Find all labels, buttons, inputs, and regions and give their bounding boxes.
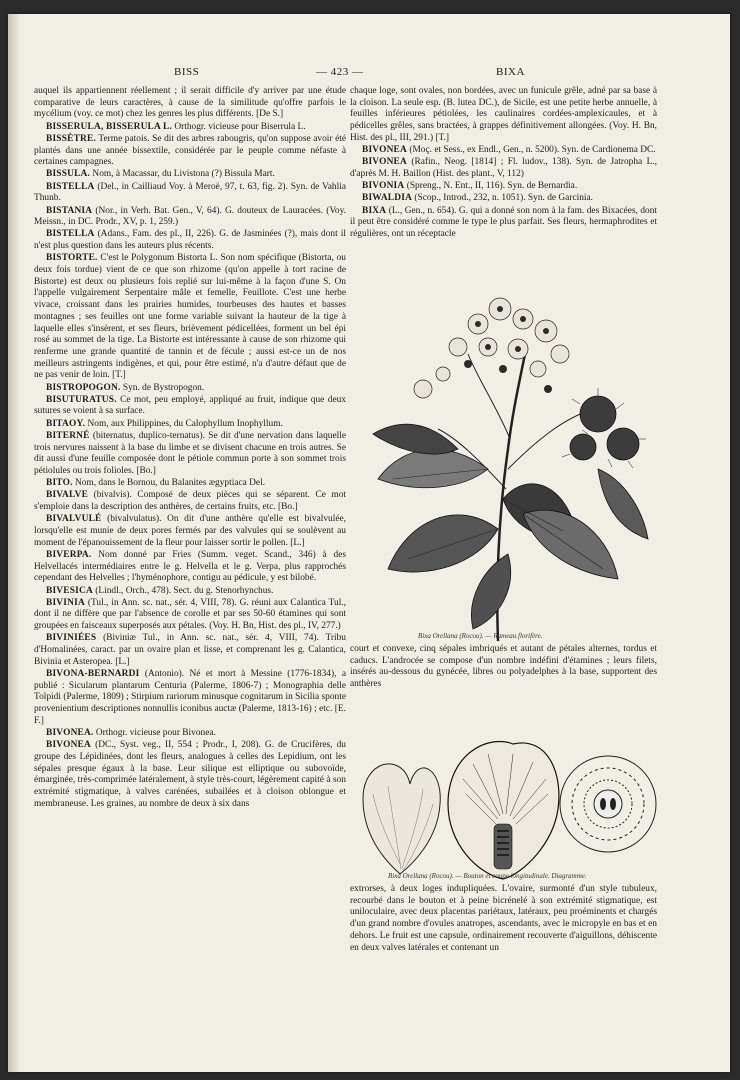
dictionary-entry [350,157,657,180]
entry-text: (Lindl., Orch., 478). Sect. du g. Stenorhynchus. [92,585,274,596]
entry-headword: BISUTURATUS. [46,394,117,405]
dictionary-entry [34,86,346,121]
entry-headword: BIXA [362,205,387,216]
entry-headword: BITAOY. [46,418,86,429]
entry-text: C'est le Polygonum Bistorta L. Son nom spécifique (Bistorta, ou deux fois tordue) vient de ce que son rhizome (qu'on appelle à tort racine de Bistorte) est deux ou plusieurs fois replié sur lui-même à la façon d'une S. On l'appelle vulgairement Serpentaire mâle et femelle, Feuillote. C'est une herbe vivace, croissant dans les prairies humides, tourbeuses des hautes et basses montagnes ; ses feuilles ont une forme variable suivant la hauteur de la tige à laquelle elles s'insèrent, et ses fleurs, brièvement pédicellées, forment un bel épi rosé au sommet de la tige. La Bistorte est intéressante à cause de son rhizome qui renferme une grande quantité de tannin et de fécule ; aussi est-ce un de nos meilleurs astringents indigènes, et qui, pour être estimé, n'a d'autre défaut que de ne pas venir de loin. [T.] [34,253,346,381]
left-column [34,86,346,811]
entry-text: Nom donné par Fries (Summ. veget. Scand., 346) à des Helvellacés intermédiaires entre le g. Helvella et le g. Verpa, plus rapprochés cependant des Helvelles ; l'hyménophore, contigu au pédicule, y est bilobé. [34,549,346,584]
dictionary-entry [34,586,346,598]
entry-text: chaque loge, sont ovales, non bordées, avec un funicule grêle, adné par sa base à la cloison. La seule esp. (B. lutea DC.), de Sicile, est une petite herbe annuelle, à feuilles inférieures pétiolées, les caulinaires cordées-amplexicaules, et à pédicelles grêles, sans bractées, à grappes définitivement allongées. (Voy. H. Bn, Hist. des pl., III, 291.) [T.] [350,86,657,143]
dictionary-entry [34,728,346,740]
dictionary-entry [350,193,657,205]
bixa-bud-section-diagram [348,724,658,882]
dictionary-entry [34,419,346,431]
dictionary-entry [34,169,346,181]
dictionary-entry [34,395,346,418]
right-column-bottom [350,884,657,955]
header-right: BIXA [496,66,525,78]
entry-headword: BISTELLA [46,229,95,240]
header-left: BISS [174,66,200,78]
entry-headword: BIVONA-BERNARDI [46,668,140,679]
entry-headword: BISTORTE. [46,253,98,264]
entry-headword: BISSÈTRE. [46,133,97,144]
entry-headword: BISSULA. [46,169,91,180]
entry-text: (L., Gen., n. 654). G. qui a donné son nom à la fam. des Bixacées, dont il peut être considéré comme le type le plus parfait. Ses fleurs, hermaphrodites et régulières, ont un réceptacle [350,205,657,239]
dictionary-entry [34,514,346,549]
entry-text: (Nor., in Verh. Bat. Gen., V, 64). G. douteux de Lauracées. (Voy. Meissn., in DC. Prodr., XV, p. 1, 259.) [34,205,346,228]
dictionary-entry [34,431,346,478]
entry-text: (Del., in Cailliaud Voy. à Meroë, 97, t. 63, fig. 2). Syn. de Vahlia Thunb. [34,181,346,204]
entry-text: Orthogr. vicieuse pour Biserrula L. [172,121,306,132]
dictionary-entry [34,633,346,668]
dictionary-entry [350,86,657,145]
entry-headword: BIVONEA [362,145,407,156]
dictionary-entry [350,145,657,157]
entry-headword: BIVONEA. [46,727,94,738]
entry-text: (bivalvis). Composé de deux pièces qui se séparent. Ce mot s'emploie dans la description des anthères, de certains fruits, etc. [Bo.] [34,490,346,513]
entry-text: (Adans., Fam. des pl., II, 226). G. de Jasminées (?), mais dont il n'est plus question dans les auteurs plus récents. [34,229,346,252]
dictionary-entry [34,206,346,229]
entry-headword: BITERNÉ [46,430,90,441]
entry-headword: BISTANIA [46,205,93,216]
entry-headword: BIVINIA [46,597,85,608]
dictionary-entry [350,181,657,193]
dictionary-entry [34,478,346,490]
bixa-branch-illustration [348,269,658,641]
figure2-caption: Bixa Orellana (Rocou). — Bouton et coupe longitudinale. Diagramme. [388,872,587,880]
entry-headword: BISTROPOGON. [46,382,121,393]
entry-text: (Scop., Introd., 232, n. 1051). Syn. de Garcinia. [412,193,594,204]
running-head [8,66,730,82]
paragraph: court et convexe, cinq sépales imbriqués et autant de pétales alternes, tordus et caducs. L'androcée se compose d'un nombre indéfini d'étamines ; leurs filets, insérés au-dessous du gynécée, libres ou polyadelphes à la base, supportent des anthères [350,644,657,690]
entry-headword: BISTELLA [46,181,95,192]
entry-headword: BIVERPA. [46,549,92,560]
entry-text: (bivalvulatus). On dit d'une anthère qu'elle est bivalvulée, lorsqu'elle est munie de deux pores fermés par des valvules qui se soulèvent au moment de l'épanouissement de la fleur pour laisser sortir le pollen. [L.] [34,514,346,548]
entry-text: (Biviniæ Tul., in Ann. sc. nat., sér. 4, VIII, 74). Tribu d'Homalinées, caract. par un ovaire plan et lisse, et comprenant les g. Calantica, Bivinia et Asteropea. [L.] [34,633,346,667]
entry-headword: BIVESICA [46,585,93,596]
entry-text: (Antonio). Né et mort à Messine (1776-1834), a publié : Sicularum plantarum Centuria (Palerme, 1806-7) ; Monographia delle Tolpidi (Palerme, 1809) ; Stirpium rariorum minusque cognitarum in Sicilia sponte provenientium descriptiones nonnullis iconibus auctæ (Palerme, 1813-16) ; etc. [E. F.] [34,668,346,726]
entry-headword: BIVALVULÉ [46,514,102,525]
dictionary-entry [350,206,657,241]
entry-headword: BIVONEA [46,740,91,751]
book-page [8,14,730,1072]
dictionary-entry [34,383,346,395]
page-number: — 423 — [316,66,364,78]
entry-text: (Spreng., N. Ent., II, 116). Syn. de Bernardia. [404,181,578,192]
right-column-middle [350,644,657,691]
dictionary-entry [34,253,346,382]
entry-headword: BIVONIA [362,181,405,192]
entry-headword: BIVALVE [46,490,89,501]
entry-headword: BIVONEA [362,157,407,168]
page-binding-edge [8,14,20,1072]
entry-headword: BISSERULA, BISSERULA L. [46,121,173,132]
entry-headword: BIVINIÉES [46,633,97,644]
entry-text: (Rafin., Neog. [1814] ; Fl. ludov., 138). Syn. de Jatropha L., d'après M. H. Baillon (Hist. des plant., V, 112) [350,157,657,179]
dictionary-entry [34,598,346,633]
entry-text: Nom, à Macassar, du Livistona (?) Bissula Mart. [90,169,275,180]
right-column-top [350,86,657,241]
entry-text: Terme patois. Se dit des arbres rabougris, qu'on suppose avoir été plantés dans une année bissextile, considérée par le peuple comme néfaste à certaines campagnes. [34,133,346,168]
dictionary-entry [34,229,346,252]
dictionary-entry [34,550,346,585]
dictionary-entry [34,122,346,134]
entry-text: Ce mot, peu employé, appliqué au fruit, indique que deux sutures se voient à sa surface. [34,394,346,417]
entry-text: (biternatus, duplico-ternatus). Se dit d'une nervation dans laquelle trois nervures naissent à la base du limbe et se divisent chacune en trois autres. Se dit aussi d'une feuille composée dont le pétiole commun porte à son sommet trois pétiolules ou trois folioles. [Bo.] [34,430,346,476]
entry-headword: BITO. [46,478,73,489]
dictionary-entry [34,182,346,205]
entry-text: (Moç. et Sess., ex Endl., Gen., n. 5200). Syn. de Cardionema DC. [406,145,656,156]
entry-text: Nom, dans le Bornou, du Balanites ægyptiaca Del. [72,478,266,489]
dictionary-entry [34,134,346,169]
paragraph: extrorses, à deux loges indupliquées. L'ovaire, surmonté d'un style tubuleux, recourbé dans le bouton et à peine bicrénelé à son extrémité stigmatique, est uniloculaire, avec deux placentas pariétaux, latéraux, peu proéminents et chargés d'un grand nombre d'ovules anatropes, ascendants, avec le micropyle en bas et en dehors. Le fruit est une capsule, ordinairement recouverte d'aiguillons, déhiscente en deux valves latérales et contenant un [350,884,657,953]
entry-text: auquel ils appartiennent réellement ; il serait difficile d'y arriver par une étude comparative de leurs caractères, à cause de la similitude qu'offre parfois le mycélium (voy. ce mot) chez les genres les plus différents. [De S.] [34,86,346,120]
entry-text: Syn. de Bystropogon. [120,382,205,393]
figure1-caption: Bixa Orellana (Rocou). — Rameau florifère. [418,632,543,640]
entry-text: (Tul., in Ann. sc. nat., sér. 4, VIII, 78). G. réuni aux Calantica Tul., dont il ne diffère que par l'absence de corolle et par ses 50-60 étamines qui sont groupées en faisceaux superposés aux pétales. (Voy. H. Bn, Hist. des pl., IV, 277.) [34,597,346,632]
dictionary-entry [34,669,346,728]
entry-text: (DC., Syst. veg., II, 554 ; Prodr., I, 208). G. de Crucifères, du groupe des Lépidinées, dont les fleurs, analogues à celles des Lepidium, ont les sépales presque égaux à la base. Leur silique est elliptique ou subovoïde, émarginée, très-comprimée latéralement, à style très-court, légèrement capité à son extrémité stigmatique, à valves carénées, subailées et à cloison oblongue et membraneuse. Les graines, au nombre de deux à six dans [34,740,346,809]
dictionary-entry [34,490,346,513]
dictionary-entry [34,740,346,810]
entry-text: Orthogr. vicieuse pour Bivonea. [93,727,216,738]
entry-headword: BIWALDIA [362,193,413,204]
entry-text: Nom, aux Philippines, du Calophyllum Inophyllum. [85,418,283,429]
